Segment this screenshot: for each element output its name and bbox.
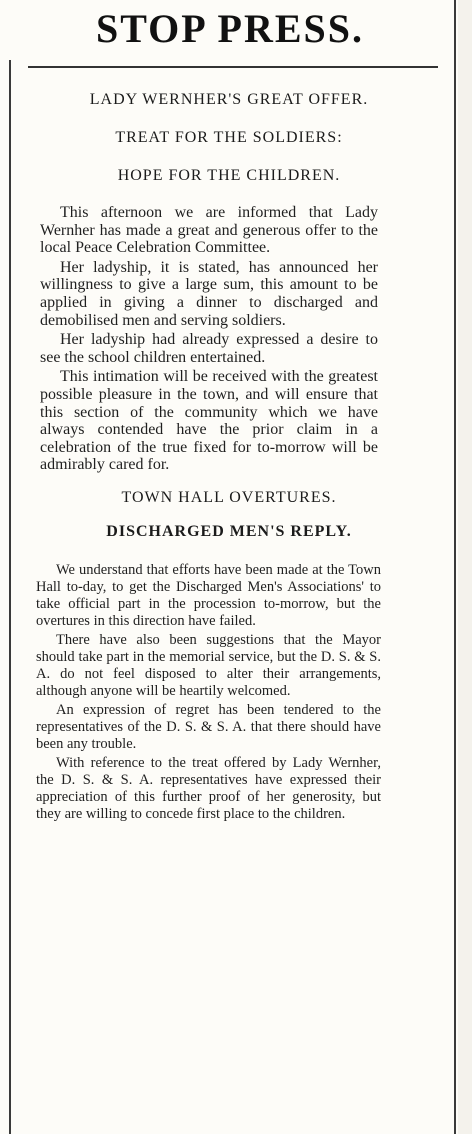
stop-press-title: STOP PRESS. bbox=[95, 6, 365, 51]
column-rule-left bbox=[9, 60, 11, 1134]
headline-discharged-men: DISCHARGED MEN'S REPLY. bbox=[106, 522, 352, 540]
section-discharged-men bbox=[36, 562, 381, 823]
section-lady-wernher bbox=[40, 204, 378, 474]
paragraph: There have also been suggestions that the Mayor should take part in the memorial service, but the D. S. & S. A. do not feel disposed to alter their arrangements, although anyone will be heartily welcomed. bbox=[36, 631, 381, 699]
paragraph: An expression of regret has been tendered to the representatives of the D. S. & S. A. that there should have been any trouble. bbox=[36, 701, 381, 752]
headline-great-offer: LADY WERNHER'S GREAT OFFER. bbox=[89, 91, 369, 108]
column-rule-right bbox=[454, 0, 456, 1134]
title-rule bbox=[28, 66, 438, 68]
article bbox=[36, 84, 418, 825]
headline-town-hall: TOWN HALL OVERTURES. bbox=[121, 488, 337, 506]
adjacent-column-strip bbox=[458, 0, 472, 1134]
paragraph: Her ladyship had already expressed a desire to see the school children entertained. bbox=[40, 331, 378, 366]
paragraph: We understand that efforts have been made at the Town Hall to-day, to get the Discharged Men's Associations' to take official part in the procession to-morrow, but the overtures in this direction have failed. bbox=[36, 561, 381, 629]
paragraph: Her ladyship, it is stated, has announced her willingness to give a large sum, this amount to be applied in giving a dinner to discharged and demobilised men and serving soldiers. bbox=[40, 258, 378, 329]
paragraph: This intimation will be received with the greatest possible pleasure in the town, and will ensure that this section of the community which we have always contended have the prior claim in a celebration of the true fixed for to-morrow will be admirably cared for. bbox=[40, 368, 378, 474]
paragraph: This afternoon we are informed that Lady Wernher has made a great and generous offer to the local Peace Celebration Committee. bbox=[40, 204, 378, 257]
headline-hope-children: HOPE FOR THE CHILDREN. bbox=[117, 167, 341, 184]
paragraph: With reference to the treat offered by Lady Wernher, the D. S. & S. A. representatives have expressed their appreciation of this further proof of her generosity, but they are willing to concede first place to the children. bbox=[36, 754, 381, 822]
headline-treat-soldiers: TREAT FOR THE SOLDIERS: bbox=[115, 129, 343, 146]
